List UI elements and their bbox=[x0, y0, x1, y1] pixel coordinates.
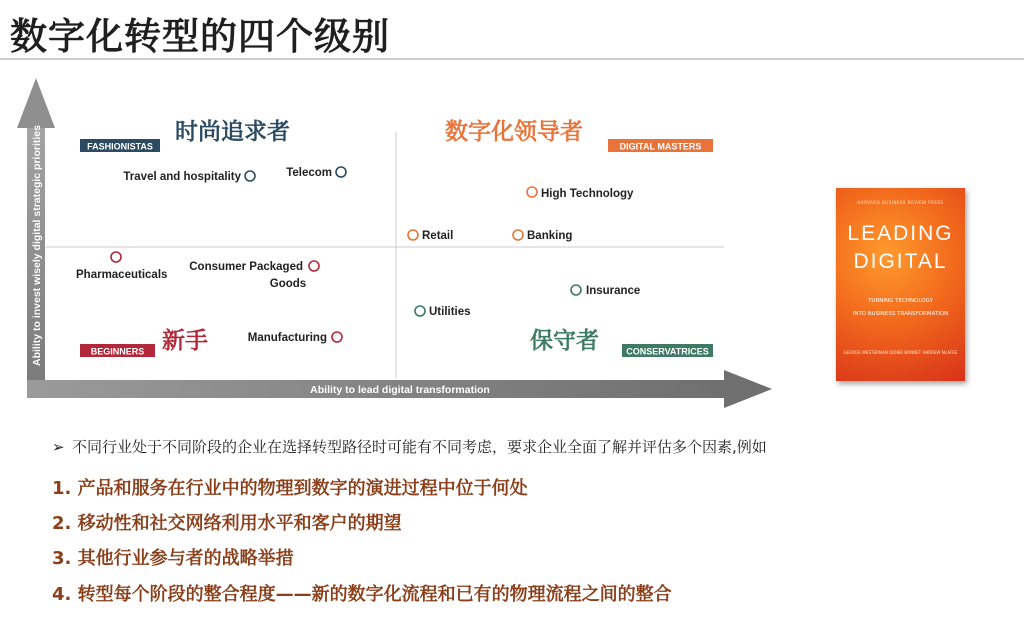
intro-note bbox=[52, 436, 767, 457]
book-cover-leading-digital bbox=[836, 188, 965, 381]
marker-travel-hospitality bbox=[245, 171, 255, 181]
book-authors: GEORGE WESTERMAN DIDIER BONNET ANDREW McAFEE bbox=[843, 350, 958, 355]
page-title: 数字化转型的四个级别 bbox=[10, 15, 390, 58]
label-high-technology: High Technology bbox=[541, 188, 634, 200]
marker-telecom bbox=[336, 167, 346, 177]
label-utilities: Utilities bbox=[429, 306, 471, 318]
label-retail: Retail bbox=[422, 230, 454, 242]
marker-retail bbox=[408, 230, 418, 240]
label-insurance: Insurance bbox=[586, 285, 641, 297]
marker-high-technology bbox=[527, 187, 537, 197]
x-axis-label: Ability to lead digital transformation bbox=[310, 384, 490, 396]
label-manufacturing: Manufacturing bbox=[247, 332, 327, 344]
label-pharmaceuticals: Pharmaceuticals bbox=[76, 269, 168, 281]
marker-consumer-packaged-goods bbox=[309, 261, 319, 271]
factor-point-4: 4. 转型每个阶段的整合程度——新的数字化流程和已有的物理流程之间的整合 bbox=[52, 584, 672, 605]
label-banking: Banking bbox=[527, 230, 573, 242]
badge-digital-masters: DIGITAL MASTERS bbox=[619, 141, 702, 152]
factor-point-1: 1. 产品和服务在行业中的物理到数字的演进过程中位于何处 bbox=[52, 478, 528, 499]
marker-manufacturing bbox=[332, 332, 342, 342]
quadrant-title-fashionistas: 时尚追求者 bbox=[175, 119, 290, 145]
y-axis-arrowhead bbox=[17, 78, 55, 128]
quadrant-title-digital-masters: 数字化领导者 bbox=[445, 119, 583, 145]
label-goods: Goods bbox=[269, 278, 307, 290]
marker-pharmaceuticals bbox=[111, 252, 121, 262]
badge-beginners: BEGINNERS bbox=[90, 346, 145, 357]
book-publisher: HARVARD BUSINESS REVIEW PRESS bbox=[857, 200, 944, 205]
quadrant-title-conservatives: 保守者 bbox=[530, 328, 599, 354]
label-consumer-packaged: Consumer Packaged bbox=[189, 261, 303, 273]
factor-point-3: 3. 其他行业参与者的战略举措 bbox=[52, 548, 294, 569]
quadrant-title-beginners: 新手 bbox=[162, 328, 208, 354]
book-title-line2: DIGITAL bbox=[853, 250, 948, 273]
intro-text: 不同行业处于不同阶段的企业在选择转型路径时可能有不同考虑，要求企业全面了解并评估多个因素,例如 bbox=[72, 438, 767, 456]
label-travel-hospitality: Travel and hospitality bbox=[123, 171, 241, 183]
book-subtitle-line2: INTO BUSINESS TRANSFORMATION bbox=[852, 311, 949, 317]
marker-utilities bbox=[415, 306, 425, 316]
marker-insurance bbox=[571, 285, 581, 295]
marker-banking bbox=[513, 230, 523, 240]
x-axis-arrowhead bbox=[724, 370, 772, 408]
factor-point-2: 2. 移动性和社交网络利用水平和客户的期望 bbox=[52, 513, 402, 534]
book-subtitle-line1: TURNING TECHNOLOGY bbox=[868, 298, 933, 304]
arrow-bullet-icon: ➢ bbox=[52, 438, 65, 456]
label-telecom: Telecom bbox=[286, 167, 332, 179]
y-axis-label: Ability to invest wisely digital strategic priorities bbox=[31, 125, 43, 366]
badge-fashionistas: FASHIONISTAS bbox=[87, 141, 153, 152]
book-title-line1: LEADING bbox=[847, 222, 954, 245]
badge-conservatives: CONSERVATRICES bbox=[626, 346, 709, 357]
